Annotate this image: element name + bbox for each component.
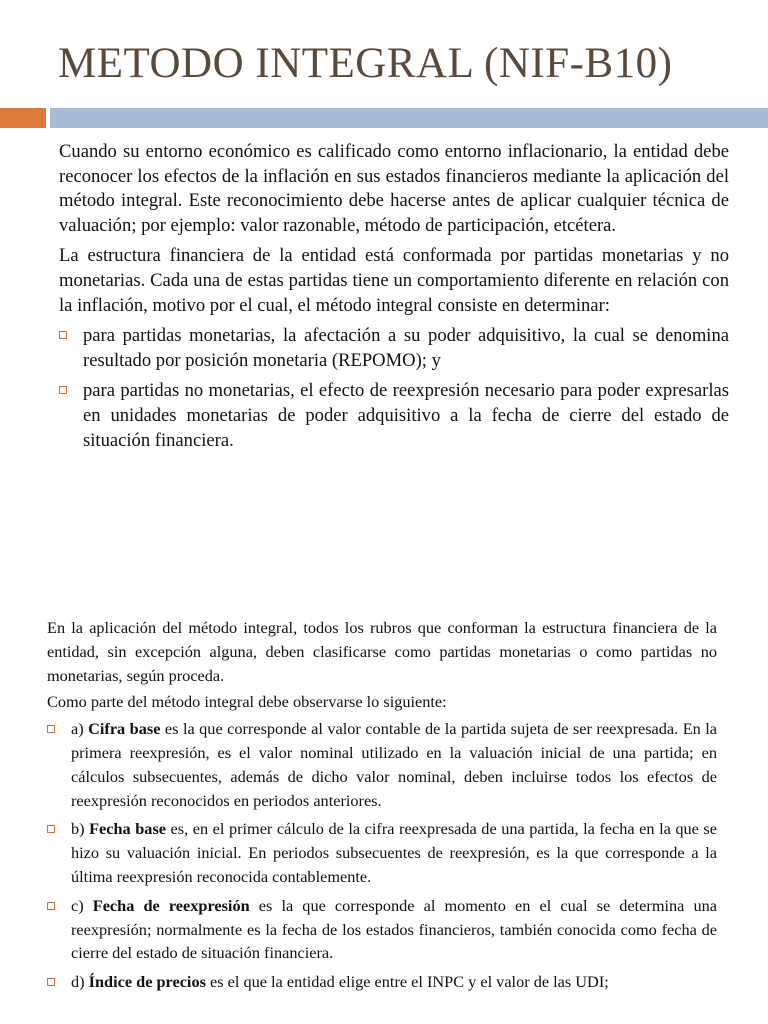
item-term: Cifra base <box>88 719 161 739</box>
square-bullet-icon <box>59 331 67 339</box>
item-text: es la que corresponde al valor contable de la partida sujeta de ser reexpresada. En la primera reexpresión, es el valor nominal utilizado en la valuación inicial de una partida; en cálculos subsecuentes, además de dicho valor nominal, deben incluirse todos los efectos de reexpresión reconocidos en periodos anteriores. <box>71 719 717 810</box>
definition-list <box>47 717 717 994</box>
slide-title: METODO INTEGRAL (NIF-B10) <box>58 40 673 87</box>
square-bullet-icon <box>59 386 67 394</box>
item-term: Índice de precios <box>88 972 206 992</box>
item-prefix: c) <box>71 895 93 915</box>
paragraph: Como parte del método integral debe observarse lo siguiente: <box>47 692 447 712</box>
list-item <box>47 817 717 888</box>
list-item <box>47 894 717 965</box>
item-text: es el que la entidad elige entre el INPC y el valor de las UDI; <box>205 972 609 992</box>
square-bullet-icon <box>47 825 55 833</box>
paragraph: En la aplicación del método integral, todos los rubros que conforman la estructura financiera de la entidad, sin excepción alguna, deben clasificarse como partidas monetarias o como partidas no monetarias, según proceda. <box>47 618 717 685</box>
bullet-list <box>59 324 729 453</box>
square-bullet-icon <box>47 725 55 733</box>
item-term: Fecha base <box>89 819 167 839</box>
accent-bar-orange <box>0 108 46 128</box>
square-bullet-icon <box>47 902 55 910</box>
item-prefix: b) <box>71 819 90 839</box>
accent-bar-blue <box>50 108 768 128</box>
square-bullet-icon <box>47 978 55 986</box>
item-prefix: a) <box>71 719 89 739</box>
item-text: es la que corresponde al momento en el cual se determina una reexpresión; normalmente es la fecha de los estados financieros, también conocida como fecha de cierre del estado de situación financiera. <box>71 895 718 963</box>
item-text: es, en el primer cálculo de la cifra reexpresada de una partida, la fecha en la que se hizo su valuación inicial. En periodos subsecuentes de reexpresión, es la que corresponde a la última reexpresión reconocida contablemente. <box>71 819 717 886</box>
paragraph: La estructura financiera de la entidad está conformada por partidas monetarias y no monetarias. Cada una de estas partidas tiene un comportamiento diferente en relación con la inflación, motivo por el cual, el método integral consiste en determinar: <box>59 245 729 316</box>
item-prefix: d) <box>71 972 89 992</box>
slide2-body <box>47 616 717 999</box>
list-item <box>47 717 717 812</box>
list-item-text: para partidas no monetarias, el efecto de reexpresión necesario para poder expresarlas en unidades monetarias de poder adquisitivo a la fecha de cierre del estado de situación financiera. <box>83 380 729 451</box>
list-item <box>59 379 729 453</box>
list-item <box>47 970 717 994</box>
item-term: Fecha de reexpresión <box>92 895 250 915</box>
slide1-body <box>59 140 729 459</box>
list-item-text: para partidas monetarias, la afectación a su poder adquisitivo, la cual se denomina resultado por posición monetaria (REPOMO); y <box>83 325 729 371</box>
paragraph: Cuando su entorno económico es calificado como entorno inflacionario, la entidad debe reconocer los efectos de la inflación en sus estados financieros mediante la aplicación del método integral. Este reconocimiento debe hacerse antes de aplicar cualquier técnica de valuación; por ejemplo: valor razonable, método de participación, etcétera. <box>59 141 729 236</box>
list-item <box>59 324 729 373</box>
